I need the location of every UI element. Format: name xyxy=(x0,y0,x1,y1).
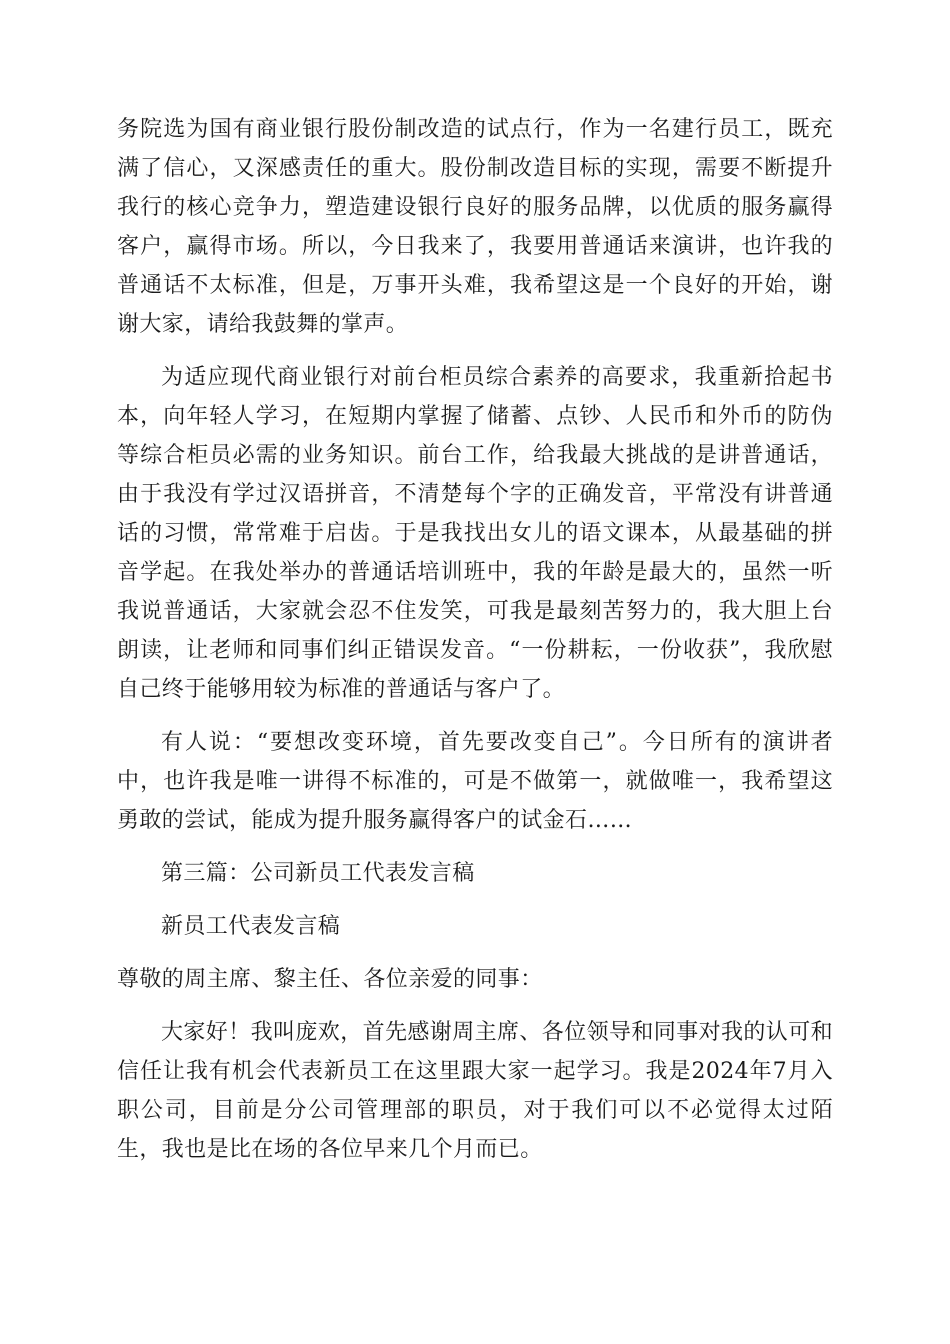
paragraph-7: 大家好！我叫庞欢，首先感谢周主席、各位领导和同事对我的认可和信任让我有机会代表新员工在这里跟大家一起学习。我是2024年7月入职公司，目前是分公司管理部的职员，对于我们可以不必觉得太过陌生，我也是比在场的各位早来几个月而已。 xyxy=(117,1020,834,1162)
document-body xyxy=(117,110,833,1183)
salutation: 尊敬的周主席、黎主任、各位亲爱的同事： xyxy=(117,967,543,992)
paragraph-3: 有人说：“要想改变环境，首先要改变自己”。今日所有的演讲者中，也许我是唯一讲得不标准的，可是不做第一，就做唯一，我希望这勇敢的尝试，能成为提升服务赢得客户的试金石…… xyxy=(117,730,833,833)
paragraph-2: 为适应现代商业银行对前台柜员综合素养的高要求，我重新拾起书本，向年轻人学习，在短期内掌握了储蓄、点钞、人民币和外币的防伪等综合柜员必需的业务知识。前台工作，给我最大挑战的是讲普通话，由于我没有学过汉语拼音，不清楚每个字的正确发音，平常没有讲普通话的习惯，常常难于启齿。于是我找出女儿的语文课本，从最基础的拼音学起。在我处举办的普通话培训班中，我的年龄是最大的，虽然一听我说普通话，大家就会忍不住发笑，可我是最刻苦努力的，我大胆上台朗读，让老师和同事们纠正错误发音。“一份耕耘，一份收获”，我欣慰自己终于能够用较为标准的普通话与客户了。 xyxy=(117,365,833,702)
section-heading: 第三篇：公司新员工代表发言稿 xyxy=(161,861,475,886)
speech-title: 新员工代表发言稿 xyxy=(161,914,341,939)
paragraph-1: 务院选为国有商业银行股份制改造的试点行，作为一名建行员工，既充满了信心，又深感责任的重大。股份制改造目标的实现，需要不断提升我行的核心竞争力，塑造建设银行良好的服务品牌，以优质的服务赢得客户，赢得市场。所以，今日我来了，我要用普通话来演讲，也许我的普通话不太标准，但是，万事开头难，我希望这是一个良好的开始，谢谢大家，请给我鼓舞的掌声。 xyxy=(117,117,833,337)
